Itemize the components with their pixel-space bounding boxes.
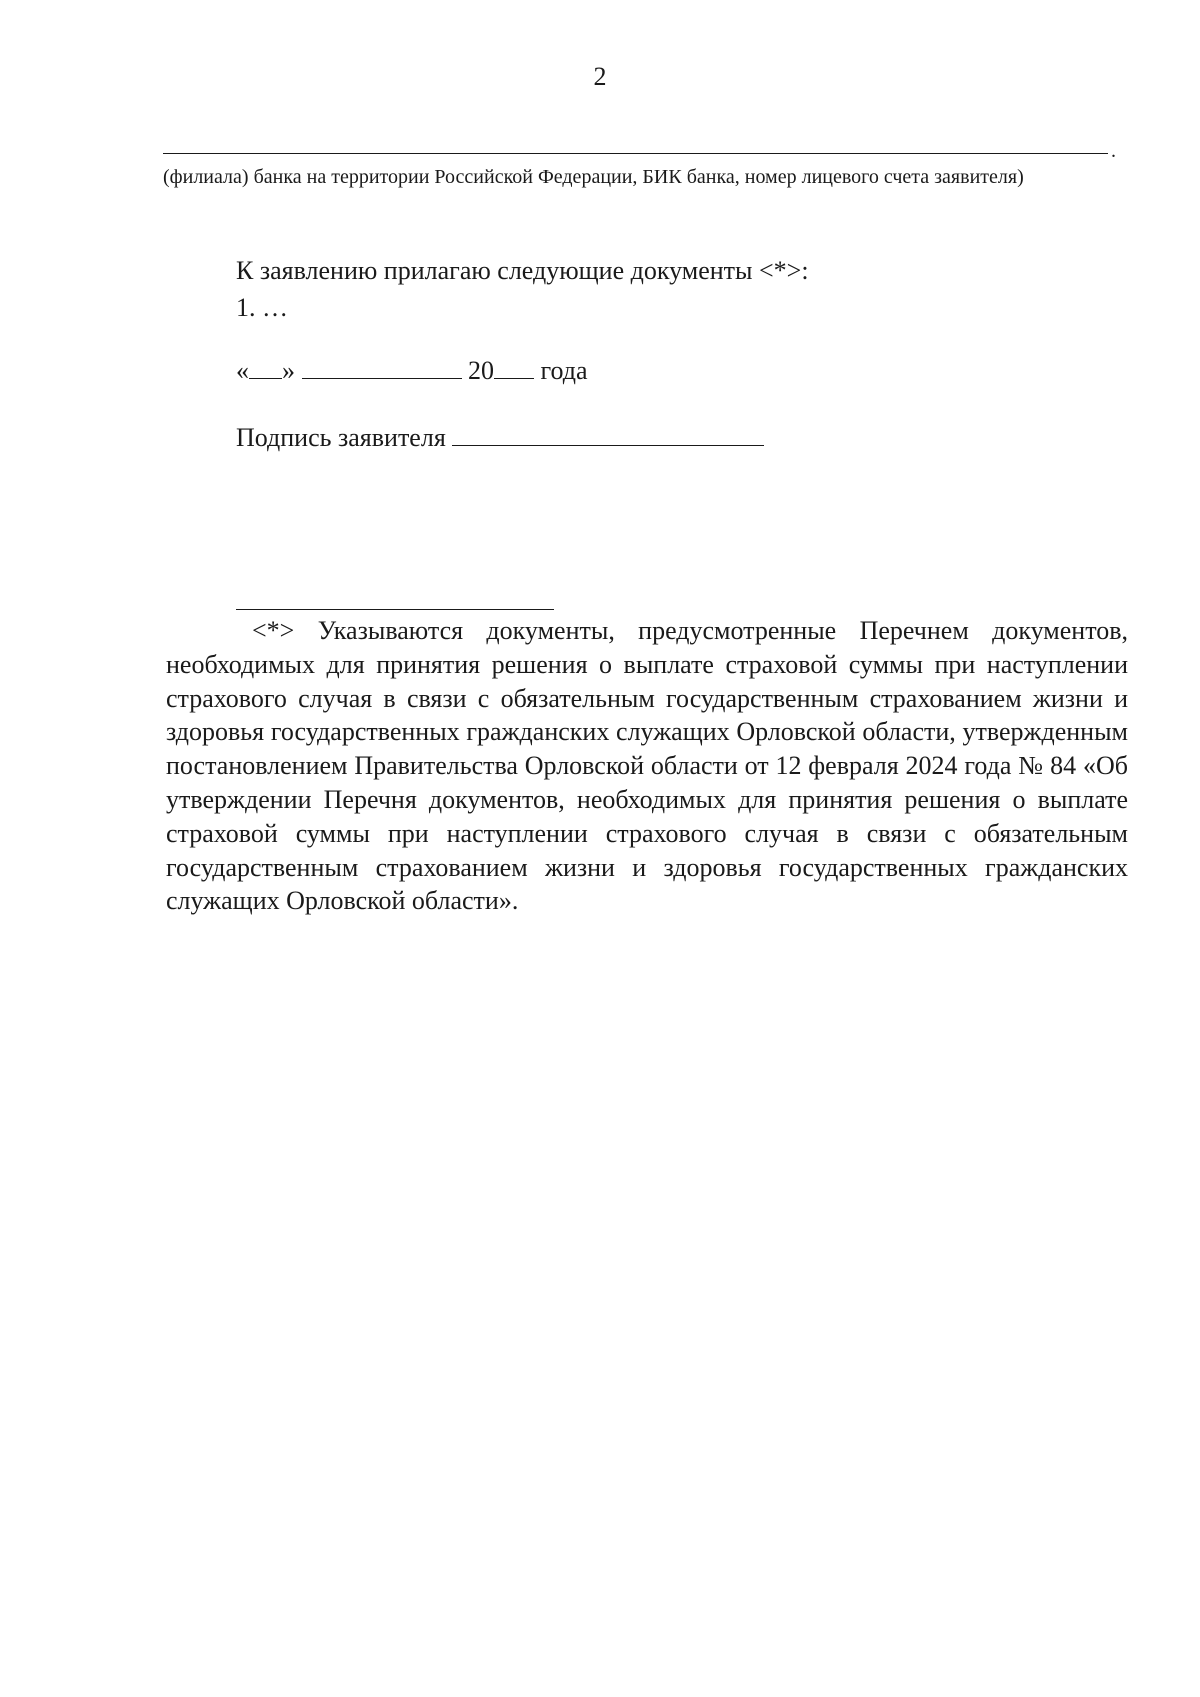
year-prefix: 20 <box>468 356 494 385</box>
date-close-quote: » <box>282 356 295 385</box>
signature-blank[interactable] <box>452 421 764 446</box>
bank-details-caption: (филиала) банка на территории Российской Федерации, БИК банка, номер лицевого счета заявителя) <box>163 166 1024 188</box>
bank-details-fill-line[interactable] <box>163 153 1108 154</box>
footnote-separator <box>236 609 554 610</box>
attachments-block <box>236 252 809 326</box>
attachments-item: 1. … <box>236 293 288 322</box>
date-line <box>236 352 588 389</box>
day-blank[interactable] <box>249 354 282 379</box>
signature-line <box>236 419 764 456</box>
year-suffix: года <box>540 356 588 385</box>
page-number: 2 <box>593 62 607 91</box>
attachments-heading: К заявлению прилагаю следующие документы <*>: <box>236 256 809 285</box>
year-blank[interactable] <box>494 354 534 379</box>
signature-label: Подпись заявителя <box>236 423 446 452</box>
month-blank[interactable] <box>302 354 462 379</box>
bank-details-end-dot: . <box>1111 140 1116 162</box>
date-open-quote: « <box>236 356 249 385</box>
footnote-text: <*> Указываются документы, предусмотренные Перечнем документов, необходимых для принятия решения о выплате страховой суммы при наступлении страхового случая в связи с обязательным государственным страхованием жизни и здоровья государственных гражданских служащих Орловской области, утвержденным постановлением Правительства Орловской области от 12 февраля 2024 года № 84 «Об утверждении Перечня документов, необходимых для принятия решения о выплате страховой суммы при наступлении страхового случая в связи с обязательным государственным страхованием жизни и здоровья государственных гражданских служащих Орловской области». <box>166 616 1128 916</box>
